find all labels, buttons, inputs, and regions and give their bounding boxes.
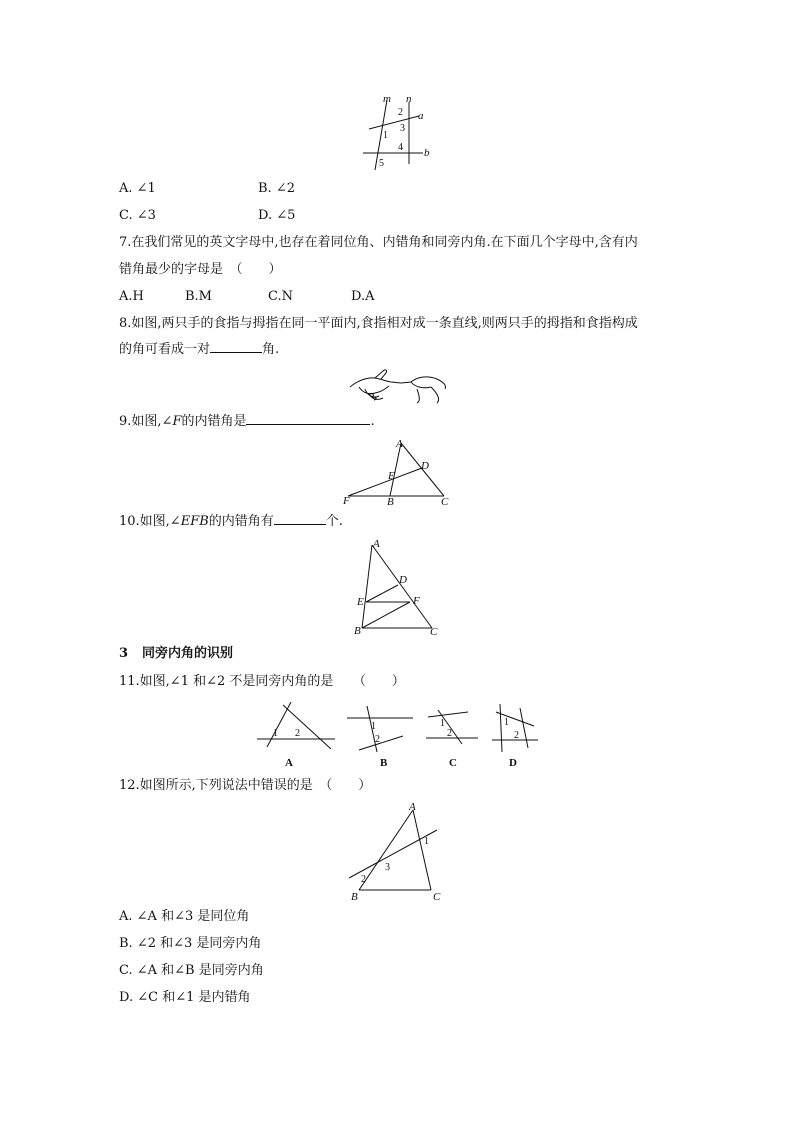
q12-option-c[interactable]: C. ∠A 和∠B 是同旁内角 — [119, 963, 264, 978]
q11c-num-2: 2 — [447, 728, 452, 739]
q11b-slanted-line — [359, 736, 403, 750]
q6-num-1: 1 — [383, 130, 388, 141]
q6-num-2: 2 — [398, 107, 403, 118]
q11a-num-1: 1 — [273, 728, 278, 739]
q12-segment-ab — [359, 810, 413, 890]
q8-question-line2 — [119, 340, 279, 360]
q11d-caption: D — [509, 757, 517, 769]
q12-segment-ac — [413, 810, 431, 890]
q9-text-end: . — [370, 414, 375, 429]
q9-label-f: F — [343, 495, 350, 507]
q10-segment-bf — [362, 602, 410, 628]
q6-option-a[interactable]: A. ∠1 — [119, 181, 156, 196]
q11a-caption: A — [285, 757, 293, 769]
q9-label-b: B — [387, 496, 394, 508]
q6-label-m: m — [383, 93, 391, 105]
q6-label-a: a — [418, 110, 424, 122]
q10-text-pre: 10.如图,∠ — [119, 514, 181, 529]
q10-label-f: F — [413, 595, 420, 607]
q12-num-2: 2 — [361, 874, 366, 885]
q11d-right-line — [520, 708, 528, 748]
q11b-num-1: 1 — [371, 721, 376, 732]
q11a-right-line — [283, 705, 331, 749]
q12-num-3: 3 — [385, 862, 390, 873]
q9-answer-blank[interactable] — [246, 412, 370, 425]
q10-segment-ac — [372, 545, 432, 628]
q10-segment-ed — [366, 585, 398, 602]
q12-label-a: A — [409, 801, 416, 813]
q11b-caption: B — [380, 757, 388, 769]
q10-segment-ab — [362, 545, 372, 628]
q9-angle-var: F — [172, 414, 182, 429]
q11c-caption: C — [449, 757, 457, 769]
q6-num-5: 5 — [379, 158, 384, 169]
q10-label-a: A — [373, 538, 380, 550]
q7-option-b[interactable]: B.M — [185, 289, 212, 304]
q7-option-a[interactable]: A.H — [119, 289, 144, 304]
q11c-top-line — [428, 712, 468, 717]
q7-question-line1: 7.在我们常见的英文字母中,也存在着同位角、内错角和同旁内角.在下面几个字母中,含有内 — [119, 235, 638, 250]
q11d-slanted-line — [496, 712, 534, 726]
q9-text-post: 的内错角是 — [181, 414, 247, 429]
q6-option-b[interactable]: B. ∠2 — [258, 181, 295, 196]
q10-label-b: B — [354, 625, 361, 637]
left-hand-outline — [350, 370, 401, 399]
q8-question-line1: 8.如图,两只手的食指与拇指在同一平面内,食指相对成一条直线,则两只手的拇指和食指构成 — [119, 316, 638, 331]
q9-figure — [338, 433, 458, 513]
q11a-num-2: 2 — [295, 728, 300, 739]
q11d-num-2: 2 — [514, 730, 519, 741]
q6-num-4: 4 — [398, 142, 403, 153]
q12-figure — [345, 798, 455, 906]
q12-option-a[interactable]: A. ∠A 和∠3 是同位角 — [119, 909, 250, 924]
q6-figure — [355, 92, 445, 172]
q9-label-a: A — [396, 438, 403, 450]
q10-label-d: D — [399, 574, 407, 586]
q12-label-c: C — [433, 891, 441, 903]
q11d-left-line — [500, 704, 502, 752]
q6-option-d[interactable]: D. ∠5 — [258, 208, 296, 223]
q7-option-c[interactable]: C.N — [268, 289, 293, 304]
section-title: 同旁内角的识别 — [142, 646, 234, 661]
q9-label-e: E — [388, 470, 395, 482]
q11-figure-b[interactable] — [345, 700, 417, 770]
q9-label-c: C — [441, 496, 449, 508]
q12-option-d[interactable]: D. ∠C 和∠1 是内错角 — [119, 990, 251, 1005]
q12-num-1: 1 — [424, 836, 429, 847]
q10-text-end: 个. — [325, 514, 343, 529]
q12-option-b[interactable]: B. ∠2 和∠3 是同旁内角 — [119, 936, 262, 951]
q11c-num-1: 1 — [440, 718, 445, 729]
q8-hands-figure — [345, 365, 450, 407]
q9-segment-fd — [348, 468, 422, 496]
section-number: 3 — [119, 646, 129, 661]
q10-figure — [352, 535, 447, 640]
q10-label-c: C — [430, 626, 438, 638]
q11-figure-a[interactable] — [255, 697, 337, 769]
q9-label-d: D — [421, 460, 429, 472]
q11-figure-d[interactable] — [490, 700, 550, 770]
section-heading — [119, 644, 233, 664]
q8-text-pre: 的角可看成一对 — [119, 342, 211, 357]
q11d-num-1: 1 — [504, 717, 509, 728]
q11-question: 11.如图,∠1 和∠2 不是同旁内角的是 （ ） — [119, 674, 405, 689]
q6-line-a — [369, 116, 419, 129]
q10-text-post: 的内错角有 — [208, 514, 274, 529]
q7-question-line2: 错角最少的字母是 （ ） — [119, 262, 282, 277]
q9-text-pre: 9.如图,∠ — [119, 414, 173, 429]
q11b-num-2: 2 — [375, 734, 380, 745]
q12-label-b: B — [351, 891, 358, 903]
q10-answer-blank[interactable] — [274, 512, 326, 525]
q10-question — [119, 512, 343, 532]
q9-question — [119, 412, 375, 432]
q6-option-c[interactable]: C. ∠3 — [119, 208, 156, 223]
q6-num-3: 3 — [400, 123, 405, 134]
q7-option-d[interactable]: D.A — [351, 289, 375, 304]
q6-label-n: n — [406, 93, 412, 105]
q8-text-post: 角. — [262, 342, 280, 357]
q10-label-e: E — [357, 596, 364, 608]
q10-angle-var: EFB — [180, 514, 209, 529]
q11-figure-c[interactable] — [424, 700, 484, 770]
q6-label-b: b — [424, 147, 430, 159]
q12-question: 12.如图所示,下列说法中错误的是 （ ） — [119, 778, 372, 793]
right-hand-outline — [401, 377, 446, 403]
q8-answer-blank[interactable] — [210, 340, 262, 353]
